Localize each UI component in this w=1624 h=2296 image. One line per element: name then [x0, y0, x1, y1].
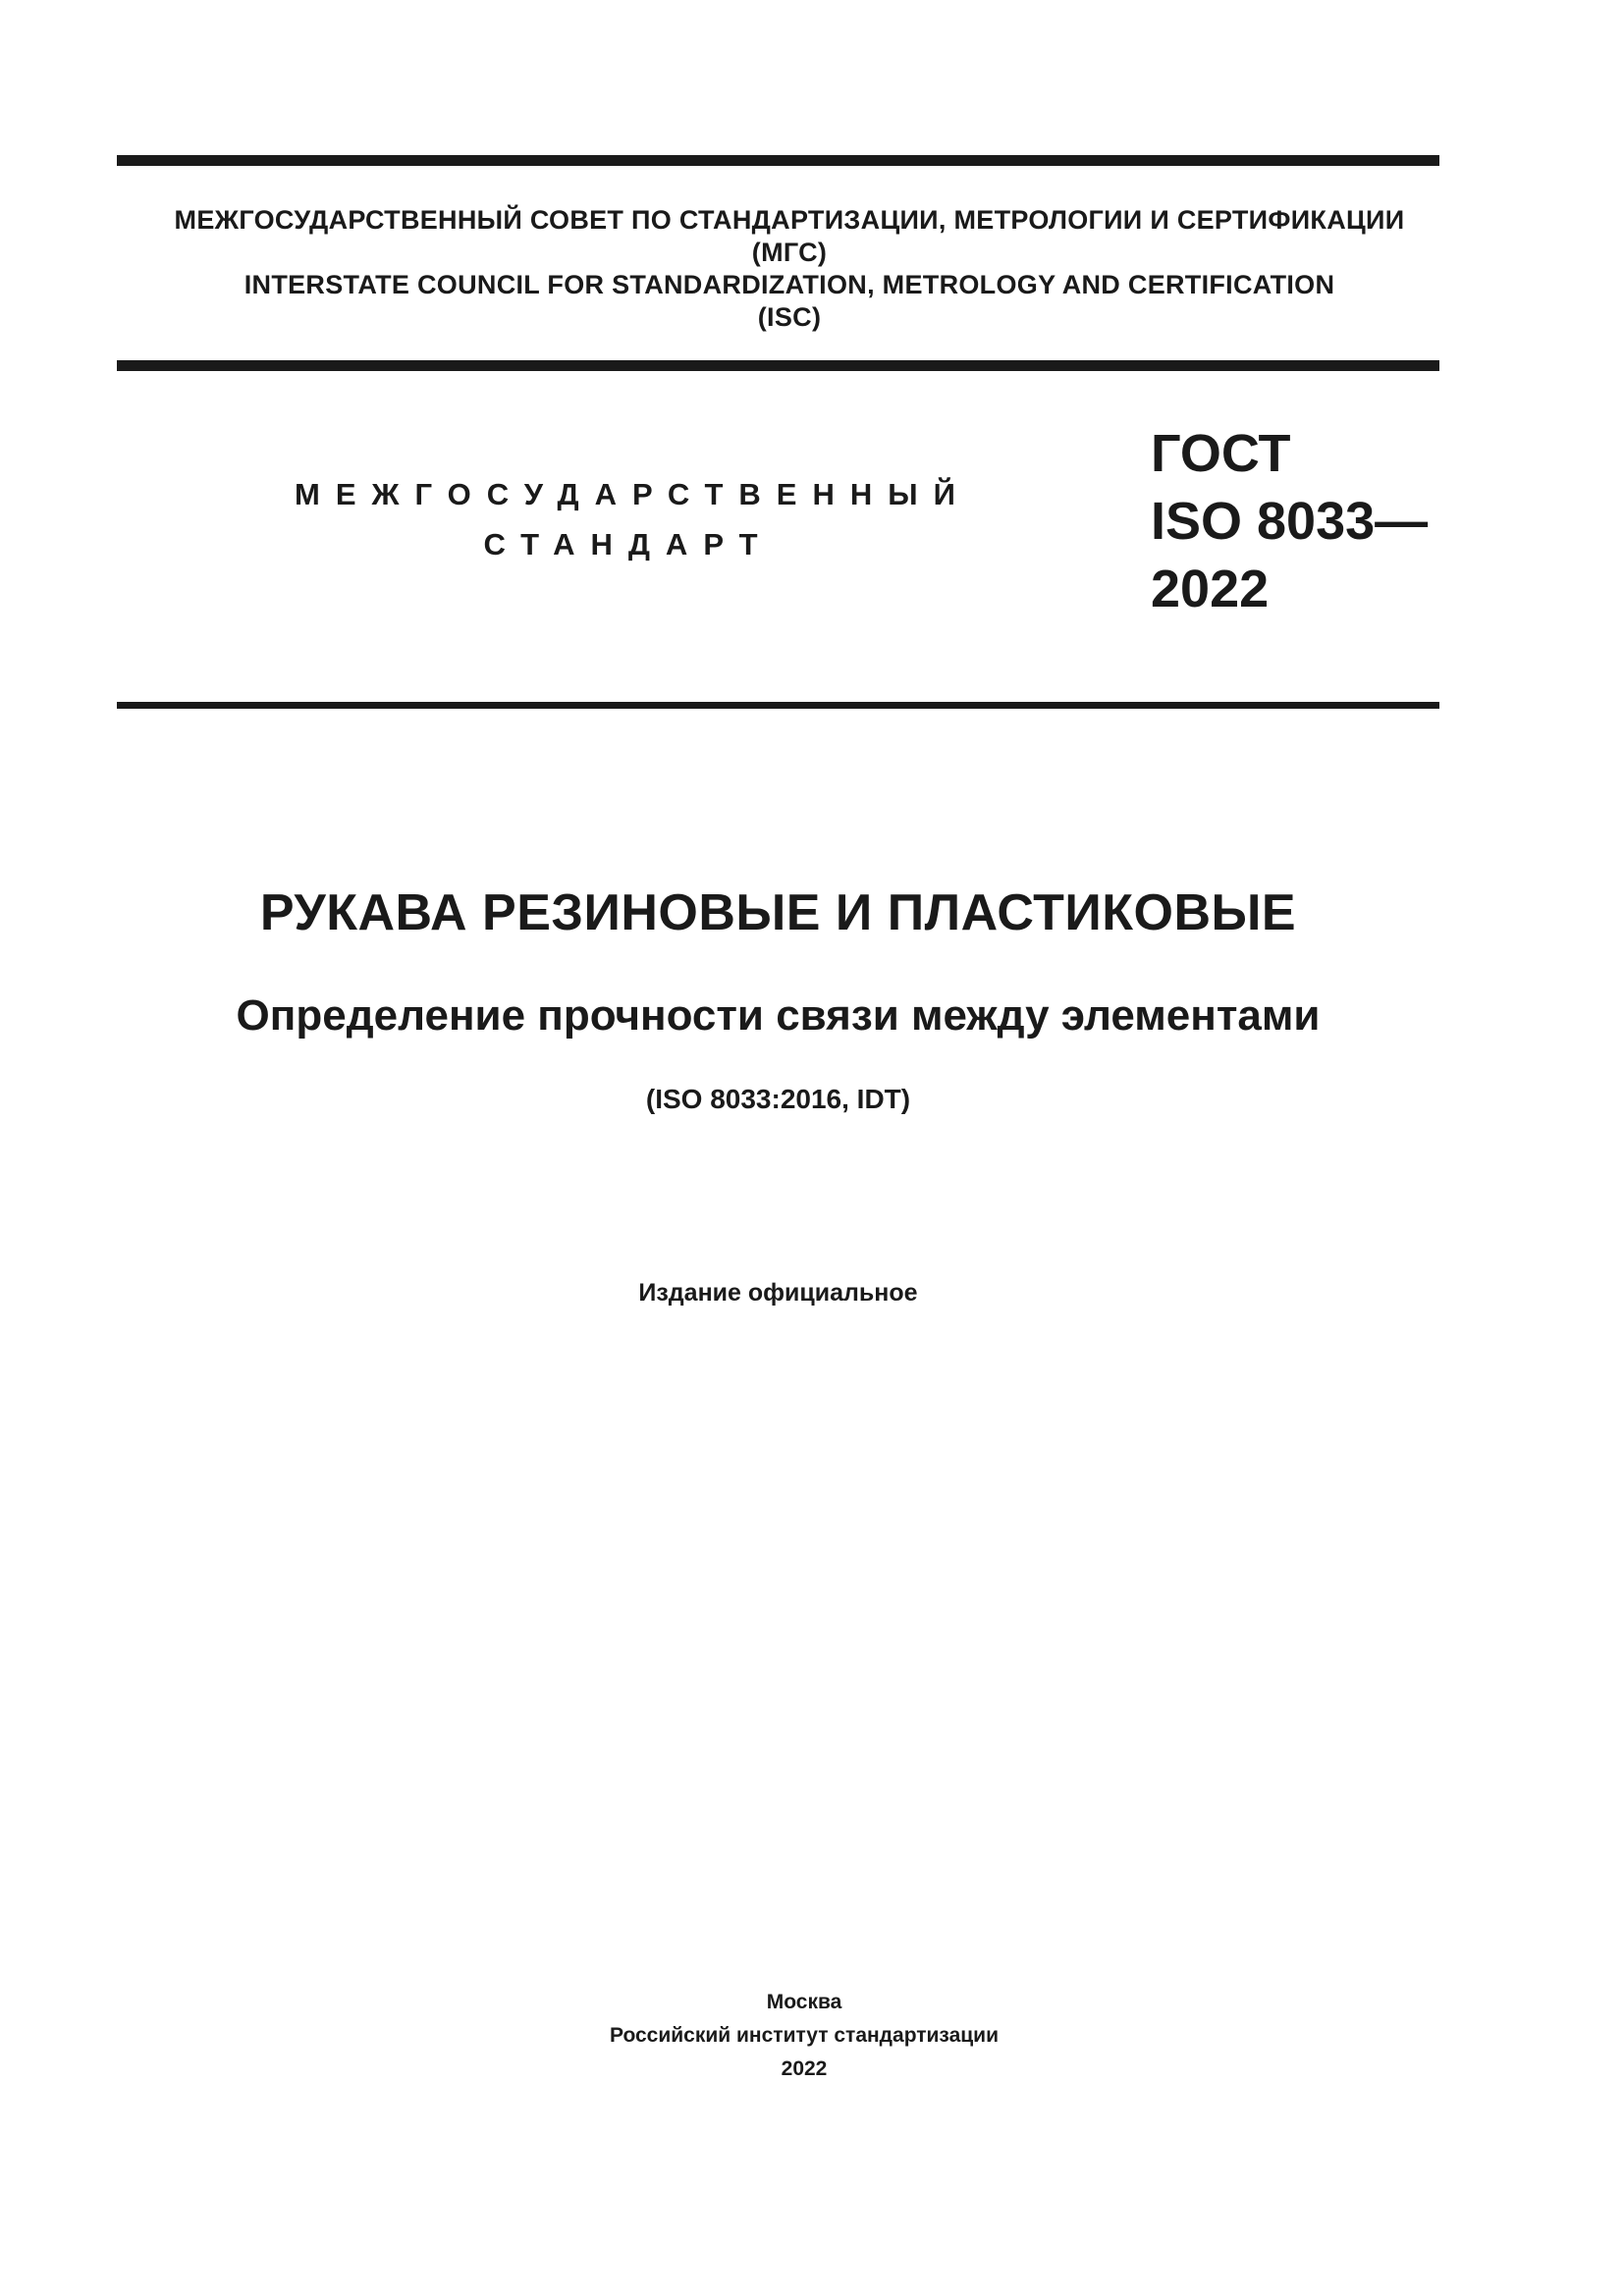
bottom-rule [117, 702, 1439, 709]
council-header [117, 204, 1462, 334]
document-title: РУКАВА РЕЗИНОВЫЕ И ПЛАСТИКОВЫЕ [259, 884, 1297, 941]
edition-note: Издание официальное [638, 1279, 918, 1307]
standard-type-line1: МЕЖГОСУДАРСТВЕННЫЙ [295, 477, 971, 511]
top-rule [117, 155, 1439, 166]
standard-type-line2: СТАНДАРТ [483, 527, 774, 561]
council-name-ru: МЕЖГОСУДАРСТВЕННЫЙ СОВЕТ ПО СТАНДАРТИЗАЦИИ, МЕТРОЛОГИИ И СЕРТИФИКАЦИИ [174, 205, 1405, 235]
standard-code-line1: ГОСТ [1151, 424, 1291, 483]
imprint [117, 1986, 1491, 2086]
middle-rule [117, 360, 1439, 371]
standard-code-line3: 2022 [1151, 560, 1270, 618]
document-subtitle: Определение прочности связи между элементами [236, 991, 1321, 1040]
imprint-city: Москва [766, 1991, 842, 2013]
standard-code-line2: ISO 8033— [1151, 492, 1429, 551]
council-abbr-en: (ISC) [757, 302, 822, 332]
imprint-year: 2022 [781, 2057, 828, 2080]
imprint-publisher: Российский институт стандартизации [609, 2024, 1000, 2047]
council-abbr-ru: (МГС) [751, 238, 828, 267]
council-name-en: INTERSTATE COUNCIL FOR STANDARDIZATION, METROLOGY AND CERTIFICATION [244, 270, 1335, 299]
iso-reference: (ISO 8033:2016, IDT) [645, 1084, 911, 1114]
standard-code [1151, 420, 1428, 623]
